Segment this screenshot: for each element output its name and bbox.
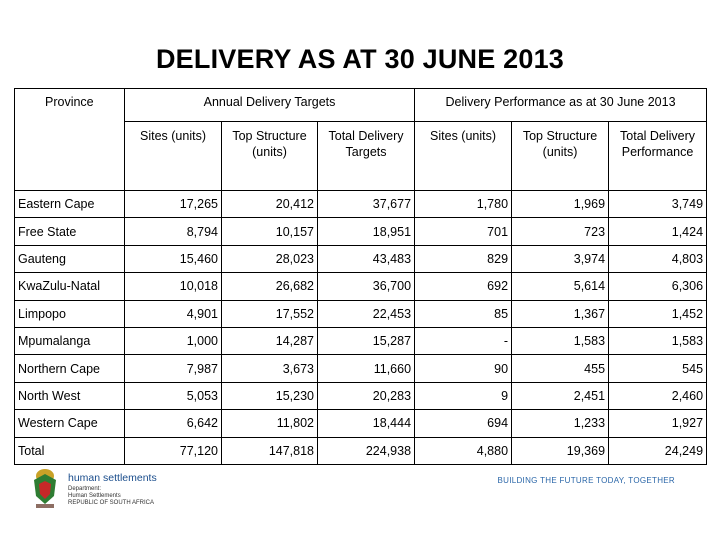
annual-targets-header: Annual Delivery Targets <box>125 89 415 122</box>
value-cell: 15,230 <box>222 382 318 409</box>
value-cell: 19,369 <box>512 437 609 464</box>
value-cell: 1,233 <box>512 410 609 437</box>
province-cell: North West <box>15 382 125 409</box>
coat-of-arms-icon <box>28 466 62 512</box>
value-cell: 10,157 <box>222 218 318 245</box>
column-header: Top Structure (units) <box>222 122 318 191</box>
value-cell: 1,780 <box>415 191 512 218</box>
logo-subtitle-line: Human Settlements <box>68 493 121 499</box>
value-cell: 723 <box>512 218 609 245</box>
value-cell: 20,412 <box>222 191 318 218</box>
table-row <box>15 245 707 272</box>
value-cell: 545 <box>609 355 707 382</box>
total-row <box>15 437 707 464</box>
column-header: Top Structure (units) <box>512 122 609 191</box>
value-cell: 90 <box>415 355 512 382</box>
performance-header: Delivery Performance as at 30 June 2013 <box>415 89 707 122</box>
value-cell: 694 <box>415 410 512 437</box>
table-row <box>15 218 707 245</box>
value-cell: 26,682 <box>222 273 318 300</box>
value-cell: 18,951 <box>318 218 415 245</box>
logo-title: human settlements <box>68 472 157 484</box>
table-row <box>15 410 707 437</box>
value-cell: 1,000 <box>125 327 222 354</box>
value-cell: 14,287 <box>222 327 318 354</box>
value-cell: 147,818 <box>222 437 318 464</box>
column-header: Total Delivery Targets <box>318 122 415 191</box>
department-logo <box>28 466 188 514</box>
value-cell: 9 <box>415 382 512 409</box>
table-row <box>15 300 707 327</box>
column-header: Sites (units) <box>415 122 512 191</box>
province-cell: Mpumalanga <box>15 327 125 354</box>
value-cell: 4,803 <box>609 245 707 272</box>
logo-subtitle <box>68 486 154 507</box>
value-cell: 5,053 <box>125 382 222 409</box>
value-cell: 455 <box>512 355 609 382</box>
value-cell: 1,583 <box>609 327 707 354</box>
value-cell: 85 <box>415 300 512 327</box>
value-cell: - <box>415 327 512 354</box>
value-cell: 5,614 <box>512 273 609 300</box>
value-cell: 4,901 <box>125 300 222 327</box>
value-cell: 17,552 <box>222 300 318 327</box>
province-cell: KwaZulu-Natal <box>15 273 125 300</box>
value-cell: 701 <box>415 218 512 245</box>
value-cell: 6,642 <box>125 410 222 437</box>
value-cell: 1,969 <box>512 191 609 218</box>
tagline: BUILDING THE FUTURE TODAY, TOGETHER <box>497 476 675 485</box>
province-cell: Limpopo <box>15 300 125 327</box>
value-cell: 692 <box>415 273 512 300</box>
table-row <box>15 355 707 382</box>
table-row <box>15 327 707 354</box>
value-cell: 6,306 <box>609 273 707 300</box>
value-cell: 15,287 <box>318 327 415 354</box>
province-cell: Total <box>15 437 125 464</box>
value-cell: 829 <box>415 245 512 272</box>
province-cell: Western Cape <box>15 410 125 437</box>
value-cell: 2,460 <box>609 382 707 409</box>
table-header-group-row <box>15 89 707 122</box>
page-title: DELIVERY AS AT 30 JUNE 2013 <box>155 44 565 74</box>
value-cell: 15,460 <box>125 245 222 272</box>
logo-subtitle-line: Department: <box>68 486 102 492</box>
value-cell: 8,794 <box>125 218 222 245</box>
value-cell: 1,367 <box>512 300 609 327</box>
value-cell: 3,749 <box>609 191 707 218</box>
value-cell: 36,700 <box>318 273 415 300</box>
value-cell: 17,265 <box>125 191 222 218</box>
value-cell: 7,987 <box>125 355 222 382</box>
value-cell: 18,444 <box>318 410 415 437</box>
value-cell: 1,452 <box>609 300 707 327</box>
value-cell: 3,974 <box>512 245 609 272</box>
province-header: Province <box>15 89 125 191</box>
table-row <box>15 273 707 300</box>
table-body <box>15 191 707 465</box>
value-cell: 43,483 <box>318 245 415 272</box>
province-cell: Gauteng <box>15 245 125 272</box>
value-cell: 20,283 <box>318 382 415 409</box>
table-row <box>15 382 707 409</box>
value-cell: 1,424 <box>609 218 707 245</box>
value-cell: 24,249 <box>609 437 707 464</box>
province-cell: Northern Cape <box>15 355 125 382</box>
value-cell: 1,927 <box>609 410 707 437</box>
value-cell: 77,120 <box>125 437 222 464</box>
logo-subtitle-line: REPUBLIC OF SOUTH AFRICA <box>68 500 155 506</box>
value-cell: 28,023 <box>222 245 318 272</box>
delivery-table <box>14 88 707 465</box>
column-header: Total Delivery Performance <box>609 122 707 191</box>
value-cell: 22,453 <box>318 300 415 327</box>
column-header: Sites (units) <box>125 122 222 191</box>
province-cell: Eastern Cape <box>15 191 125 218</box>
value-cell: 10,018 <box>125 273 222 300</box>
province-cell: Free State <box>15 218 125 245</box>
value-cell: 11,660 <box>318 355 415 382</box>
value-cell: 3,673 <box>222 355 318 382</box>
table-row <box>15 191 707 218</box>
value-cell: 11,802 <box>222 410 318 437</box>
value-cell: 4,880 <box>415 437 512 464</box>
value-cell: 2,451 <box>512 382 609 409</box>
value-cell: 37,677 <box>318 191 415 218</box>
value-cell: 224,938 <box>318 437 415 464</box>
value-cell: 1,583 <box>512 327 609 354</box>
